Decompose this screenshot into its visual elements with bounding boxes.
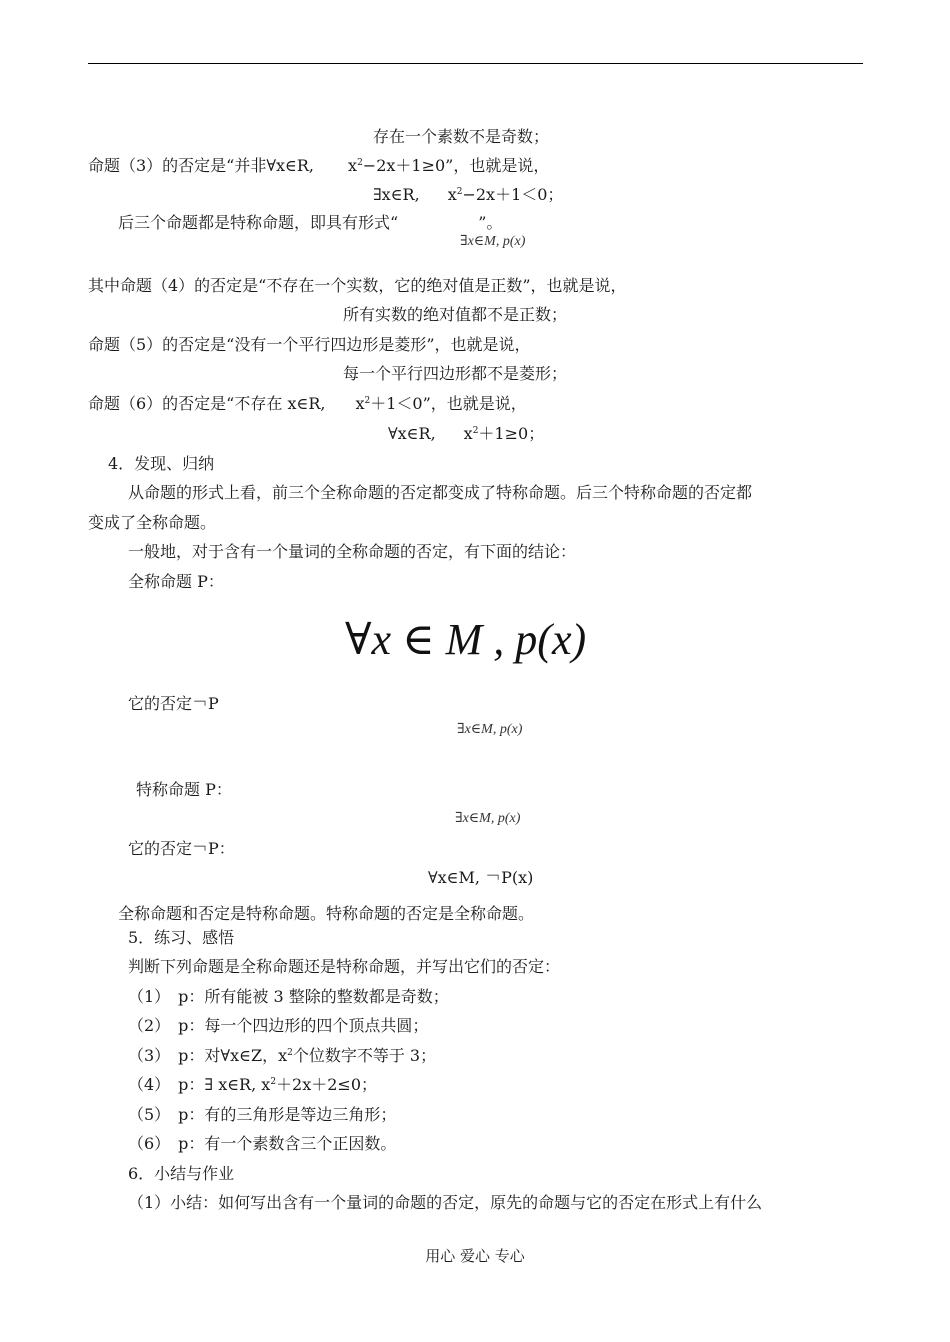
superscript: 2 (270, 1077, 277, 1087)
text-line: 全称命题和否定是特称命题。特称命题的否定是全称命题。 (118, 904, 535, 923)
text-span: ∃x∈R, (373, 185, 420, 204)
text-span: 命题（6）的否定是“不存在 x∈R, (88, 394, 326, 413)
superscript: 2 (456, 187, 463, 197)
text-line: （1）小结：如何写出含有一个量词的命题的否定，原先的命题与它的否定在形式上有什么 (128, 1193, 763, 1212)
text-line: 存在一个素数不是奇数； (373, 127, 550, 146)
text-line: 全称命题 P： (128, 572, 224, 591)
text-span: 命题（3）的否定是“并非∀x∈R, (88, 156, 315, 175)
text-span: x (348, 156, 358, 175)
section-heading: 4．发现、归纳 (108, 454, 215, 473)
formula-display: ∀x ∈ M , p(x) (345, 615, 587, 664)
exercise-item: （5） p：有的三角形是等边三角形； (128, 1105, 397, 1124)
text-span: （3） p：对∀x∈Z，x (128, 1046, 288, 1065)
text-span: 个位数字不等于 3； (292, 1046, 437, 1065)
text-line: 它的否定￢P： (128, 839, 235, 858)
superscript: 2 (364, 396, 371, 406)
text-span: ”。 (478, 213, 503, 232)
header-rule (88, 63, 863, 64)
superscript: 2 (472, 426, 479, 436)
text-span: −2x＋1≥0”，也就是说， (362, 156, 550, 175)
text-span: x (447, 185, 457, 204)
formula-inline: ∃x∈M, p(x) (457, 722, 523, 737)
text-line: 一般地，对于含有一个量词的全称命题的否定，有下面的结论： (128, 542, 577, 561)
text-line: 它的否定￢P (128, 694, 219, 713)
section-heading: 5．练习、感悟 (128, 928, 235, 947)
text-line: 从命题的形式上看，前三个全称命题的否定都变成了特称命题。后三个特称命题的否定都 (128, 483, 753, 502)
text-line: 命题（5）的否定是“没有一个平行四边形是菱形”，也就是说， (88, 335, 531, 354)
superscript: 2 (357, 158, 363, 168)
text-span: x (463, 424, 473, 443)
text-line: 其中命题（4）的否定是“不存在一个实数，它的绝对值是正数”，也就是说， (88, 276, 627, 295)
text-line (388, 423, 544, 445)
text-span: x (355, 394, 365, 413)
text-span: ＋1＜0”，也就是说， (370, 394, 527, 413)
formula-inline: ∃x∈M, p(x) (455, 811, 521, 826)
exercise-item: （2） p：每一个四边形的四个顶点共圆； (128, 1016, 429, 1035)
text-line: 变成了全称命题。 (88, 513, 217, 532)
text-line: 每一个平行四边形都不是菱形； (343, 364, 568, 383)
section-heading: 6．小结与作业 (128, 1164, 235, 1183)
text-span: ＋1≥0； (478, 424, 545, 443)
exercise-item: （6） p：有一个素数含三个正因数。 (128, 1134, 397, 1153)
superscript: 2 (287, 1048, 293, 1058)
text-line: 所有实数的绝对值都不是正数； (343, 305, 568, 324)
text-span: ＋2x＋2≤0； (276, 1075, 378, 1094)
text-line: 特称命题 P： (136, 780, 232, 799)
text-line: 判断下列命题是全称命题还是特称命题，并写出它们的否定： (128, 957, 561, 976)
text-span: −2x＋1＜0； (462, 185, 564, 204)
formula-inline: ∃x∈M, p(x) (460, 234, 526, 249)
exercise-item (128, 1045, 436, 1067)
formula-line: ∀x∈M, ￢P(x) (428, 868, 534, 887)
text-line (373, 184, 563, 206)
exercise-item (128, 1074, 377, 1096)
exercise-item: （1） p：所有能被 3 整除的整数都是奇数； (128, 987, 449, 1006)
text-line (88, 393, 527, 415)
page-footer: 用心 爱心 专心 (425, 1247, 525, 1265)
text-line (118, 212, 502, 234)
text-span: 后三个命题都是特称命题，即具有形式“ (118, 213, 399, 232)
text-span: （4） p：∃ x∈R, x (128, 1075, 271, 1094)
text-span: ∀x∈R, (388, 424, 436, 443)
text-line (88, 155, 549, 177)
